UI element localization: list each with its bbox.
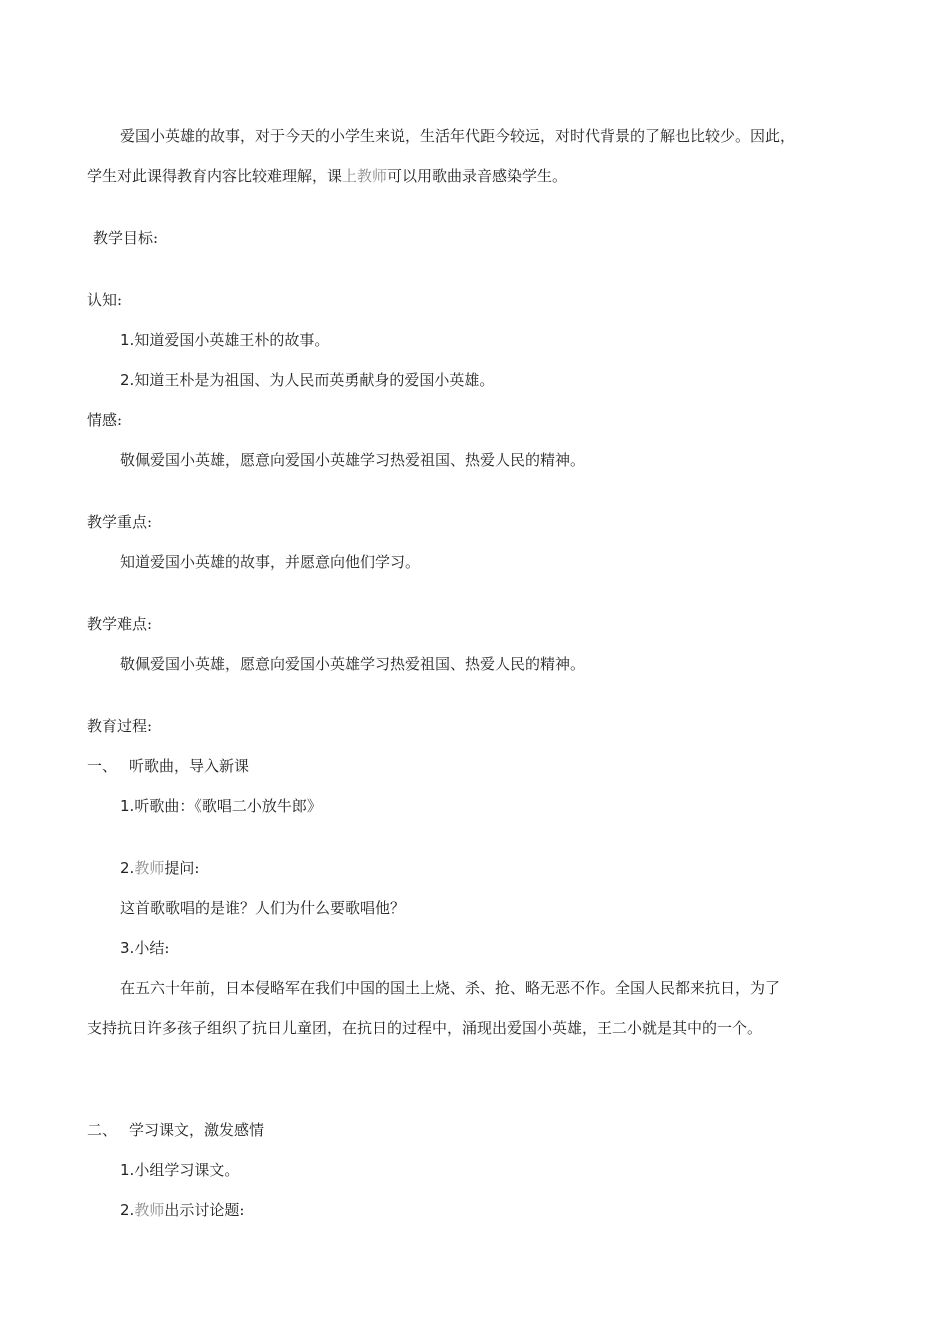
part2-marker: 二、: [87, 1121, 118, 1139]
item-number: 3.: [120, 939, 135, 957]
item-text: 出示讨论题:: [164, 1201, 245, 1219]
teacher-word: 教师: [134, 1201, 165, 1219]
part1-item-2: [120, 858, 199, 878]
intro-line-1: 爱国小英雄的故事，对于今天的小学生来说，生活年代距今较远，对时代背景的了解也比较少。因此，: [120, 127, 796, 145]
cognition-heading: 认知:: [87, 291, 123, 309]
goals-heading: 教学目标:: [93, 229, 159, 247]
item-text: 知道爱国小英雄王朴的故事。: [134, 331, 330, 349]
part1-question: 这首歌歌唱的是谁？人们为什么要歌唱他？: [120, 899, 406, 917]
process-heading: 教育过程:: [87, 717, 153, 735]
item-text: 知道王朴是为祖国、为人民而英勇献身的爱国小英雄。: [134, 371, 495, 389]
item-text: 提问:: [164, 859, 200, 877]
item-number: 2.: [120, 859, 135, 877]
key-point-text: 知道爱国小英雄的故事，并愿意向他们学习。: [120, 553, 421, 571]
intro-line-2-b: 可以用歌曲录音感染学生。: [387, 167, 568, 185]
item-text: 小结:: [134, 939, 170, 957]
intro-line-2-a: 学生对此课得教育内容比较难理解，课: [87, 167, 343, 185]
part1-summary-line-1: 在五六十年前，日本侵略军在我们中国的国土上烧、杀、抢、略无恶不作。全国人民都来抗日，为了: [120, 979, 781, 997]
difficulty-text: 敬佩爱国小英雄，愿意向爱国小英雄学习热爱祖国、热爱人民的精神。: [120, 655, 586, 673]
part1-title: 听歌曲，导入新课: [129, 757, 250, 775]
part2-item-1: [120, 1160, 239, 1180]
part1-item-3: [120, 938, 169, 958]
part1-marker: 一、: [87, 757, 118, 775]
item-text: 听歌曲：《歌唱二小放牛郎》: [134, 797, 322, 815]
item-number: 1.: [120, 331, 135, 349]
item-number: 2.: [120, 1201, 135, 1219]
item-text: 小组学习课文。: [134, 1161, 240, 1179]
item-number: 2.: [120, 371, 135, 389]
cognition-item-2: [120, 370, 494, 390]
intro-line-2: [87, 166, 567, 186]
part1-summary-line-2: 支持抗日许多孩子组织了抗日儿童团，在抗日的过程中，涌现出爱国小英雄，王二小就是其中的一个。: [87, 1019, 763, 1037]
item-number: 1.: [120, 1161, 135, 1179]
emotion-heading: 情感:: [87, 411, 123, 429]
difficulty-heading: 教学难点:: [87, 615, 153, 633]
part1-item-1: [120, 796, 322, 816]
item-number: 1.: [120, 797, 135, 815]
part2-title: 学习课文，激发感情: [129, 1121, 265, 1139]
teacher-word: 教师: [134, 859, 165, 877]
key-point-heading: 教学重点:: [87, 513, 153, 531]
intro-line-2-gray: 上教师: [342, 167, 388, 185]
cognition-item-1: [120, 330, 329, 350]
part2-item-2: [120, 1200, 244, 1220]
emotion-text: 敬佩爱国小英雄，愿意向爱国小英雄学习热爱祖国、热爱人民的精神。: [120, 451, 586, 469]
